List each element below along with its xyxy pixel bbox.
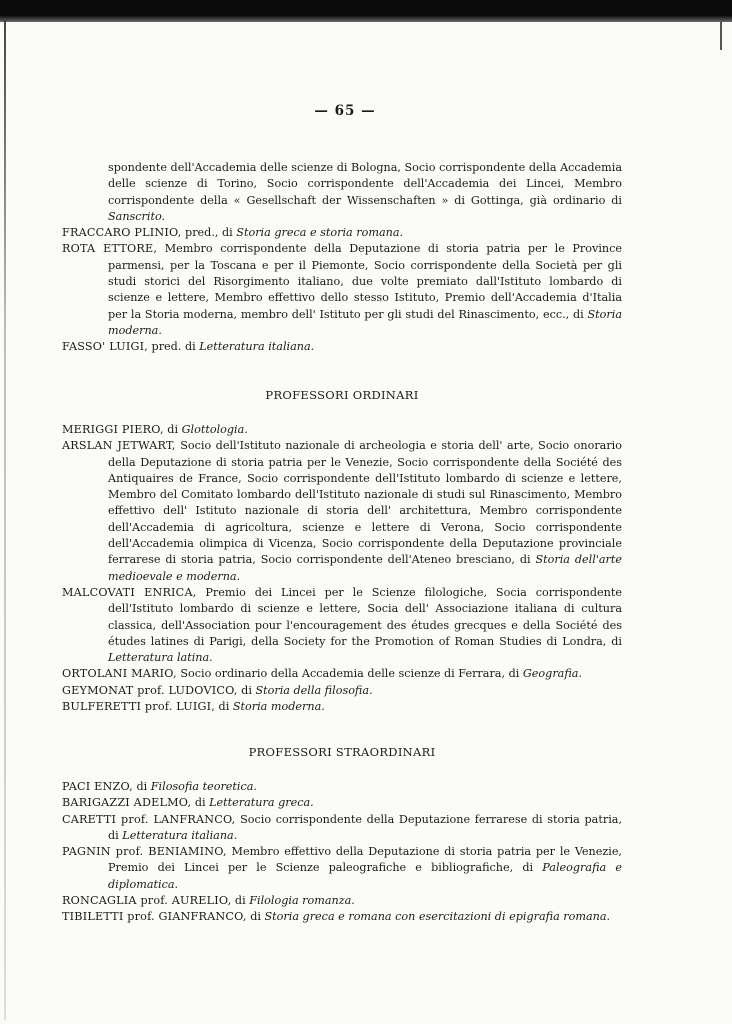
section-heading-straordinari: PROFESSORI STRAORDINARI [248,745,436,759]
ordinari-list [62,422,622,715]
list-item [62,339,622,355]
entry-subject: Letteratura italiana. [122,828,238,842]
entry-subject: Filosofia teoretica. [150,780,257,793]
list-item [62,422,622,438]
entry-subject: Glottologia. [181,423,248,436]
entry-name: MALCOVATI ENRICA, [62,585,197,599]
entry-subject: Storia greca e romana con esercitazioni di epigrafia romana. [264,910,611,924]
list-item [62,812,622,845]
list-item [62,795,622,811]
entry-name: ORTOLANI MARIO, [62,667,177,681]
entry-name: FRACCARO PLINIO, [62,226,182,240]
list-item [62,779,622,795]
entry-text: di [237,683,256,697]
entry-text: Membro corrispondente della Deputazione di storia patria per le Province parmensi, per la Toscana e per il Piemonte, Socio corrispondente della Società per gli studi storici del Risorgimento italiano, due volte premiato dall'Istituto lombardo di scienze e lettere, Membro effettivo dello stesso Istituto, Premio dell'Accademia d'Italia per la Storia moderna, membro dell' Istituto per gli studi del Rinascimento, ecc., di [108,242,622,321]
list-item [62,585,622,666]
entry-name: BULFERETTI prof. LUIGI, [62,700,215,714]
continuation-paragraph [62,160,622,225]
entry-subject: Filologia romanza. [249,894,355,908]
entry-name: PAGNIN prof. BENIAMINO, [62,845,227,859]
entry-subject: Storia dell'arte medioevale e moderna. [108,553,622,583]
entry-name: CARETTI prof. LANFRANCO, [62,812,236,826]
entry-name: ROTA ETTORE, [62,242,158,256]
entry-text: spondente dell'Accademia delle scienze di Bologna, Socio corrispondente della Accademia delle scienze di Torino, Socio corrispondente dell'Accademia dei Lincei, Membro corrispondente della « Gesellschaft der Wissenschaften » di Gottinga, già ordinario di [108,161,622,207]
entry-text: Socio ordinario della Accademia delle scienze di Ferrara, di [176,667,523,681]
entry-subject: Storia della filosofia. [255,683,373,697]
entry-text: pred., di [181,226,237,240]
scan-right-edge [720,20,722,50]
entry-text: Premio dei Lincei per le Scienze filologiche, Socia corrispondente dell'Istituto lombardo di scienze e lettere, Socia dell' Associazione italiana di cultura classica, dell'Association pour l'encouragement des études grecques e della Société des études latines di Parigi, della Society for the Promotion of Roman Studies di Londra, di [108,585,622,648]
entry-text: pred. di [147,340,200,354]
list-item [62,666,622,682]
entry-name: GEYMONAT prof. LUDOVICO, [62,683,238,697]
entry-name: TIBILETTI prof. GIANFRANCO, [62,910,247,924]
entry-name: BARIGAZZI ADELMO, [62,796,192,810]
entry-subject: Letteratura italiana. [199,340,315,354]
entry-name: RONCAGLIA prof. AURELIO, [62,894,232,908]
entry-name: FASSO' LUIGI, [62,340,148,354]
entry-name: ARSLAN JETWART, [62,439,176,453]
list-item [62,699,622,715]
entry-text: di [246,910,265,924]
entry-subject: Paleografia e diplomatica. [108,861,622,891]
list-item [62,225,622,241]
list-item [62,844,622,893]
entry-subject: Letteratura latina. [108,651,213,665]
entry-subject: Letteratura greca. [209,796,314,810]
entry-subject: Storia moderna. [108,307,622,337]
entry-text: Socio dell'Istituto nazionale di archeologia e storia dell' arte, Socio onorario della Deputazione di storia patria per le Venezie, Socio corrispondente della Société des Antiquaires de France, Socio corrispondente dell'Istituto lombardo di scienze e lettere, Membro del Comitato lombardo dell'Istituto nazionale di studi sul Rinascimento, Membro effettivo dell' Istituto nazionale di storia dell' architettura, Membro corrispondente dell'Accademia di agricoltura, scienze e lettere di Verona, Socio corrispondente dell'Accademia olimpica di Vicenza, Socio corrispondente della Deputazione provinciale ferrarese di storia patria, Socio corrispondente dell'Ateneo bresciano, di [108,439,622,567]
scan-top-border [0,0,732,22]
entry-name: PACI ENZO, [62,780,133,793]
entry-subject: Storia moderna. [232,700,325,714]
entry-text: Membro effettivo della Deputazione di storia patria per le Venezie, Premio dei Lincei per le Scienze paleografiche e bibliografiche, di [108,845,622,875]
scan-left-edge [4,20,6,1020]
entry-subject: Storia greca e storia romana. [236,226,404,240]
straordinari-list [62,779,622,926]
entry-name: MERIGGI PIERO, [62,423,164,436]
top-block [62,160,622,356]
entry-text: di [191,796,210,810]
list-item [62,909,622,925]
page-number: — 65 — [314,103,376,119]
entry-text: di [132,780,151,793]
entry-subject: Geografia. [522,667,583,681]
list-item [62,683,622,699]
entry-subject: Sanscrito. [108,209,166,223]
list-item [62,438,622,585]
entry-text: di [214,700,233,714]
entry-text: Socio corrispondente della Deputazione ferrarese di storia patria, di [108,812,623,842]
entry-text: di [163,423,182,436]
list-item [62,241,622,339]
section-heading-ordinari: PROFESSORI ORDINARI [265,388,419,402]
list-item [62,893,622,909]
entry-text: di [231,894,250,908]
